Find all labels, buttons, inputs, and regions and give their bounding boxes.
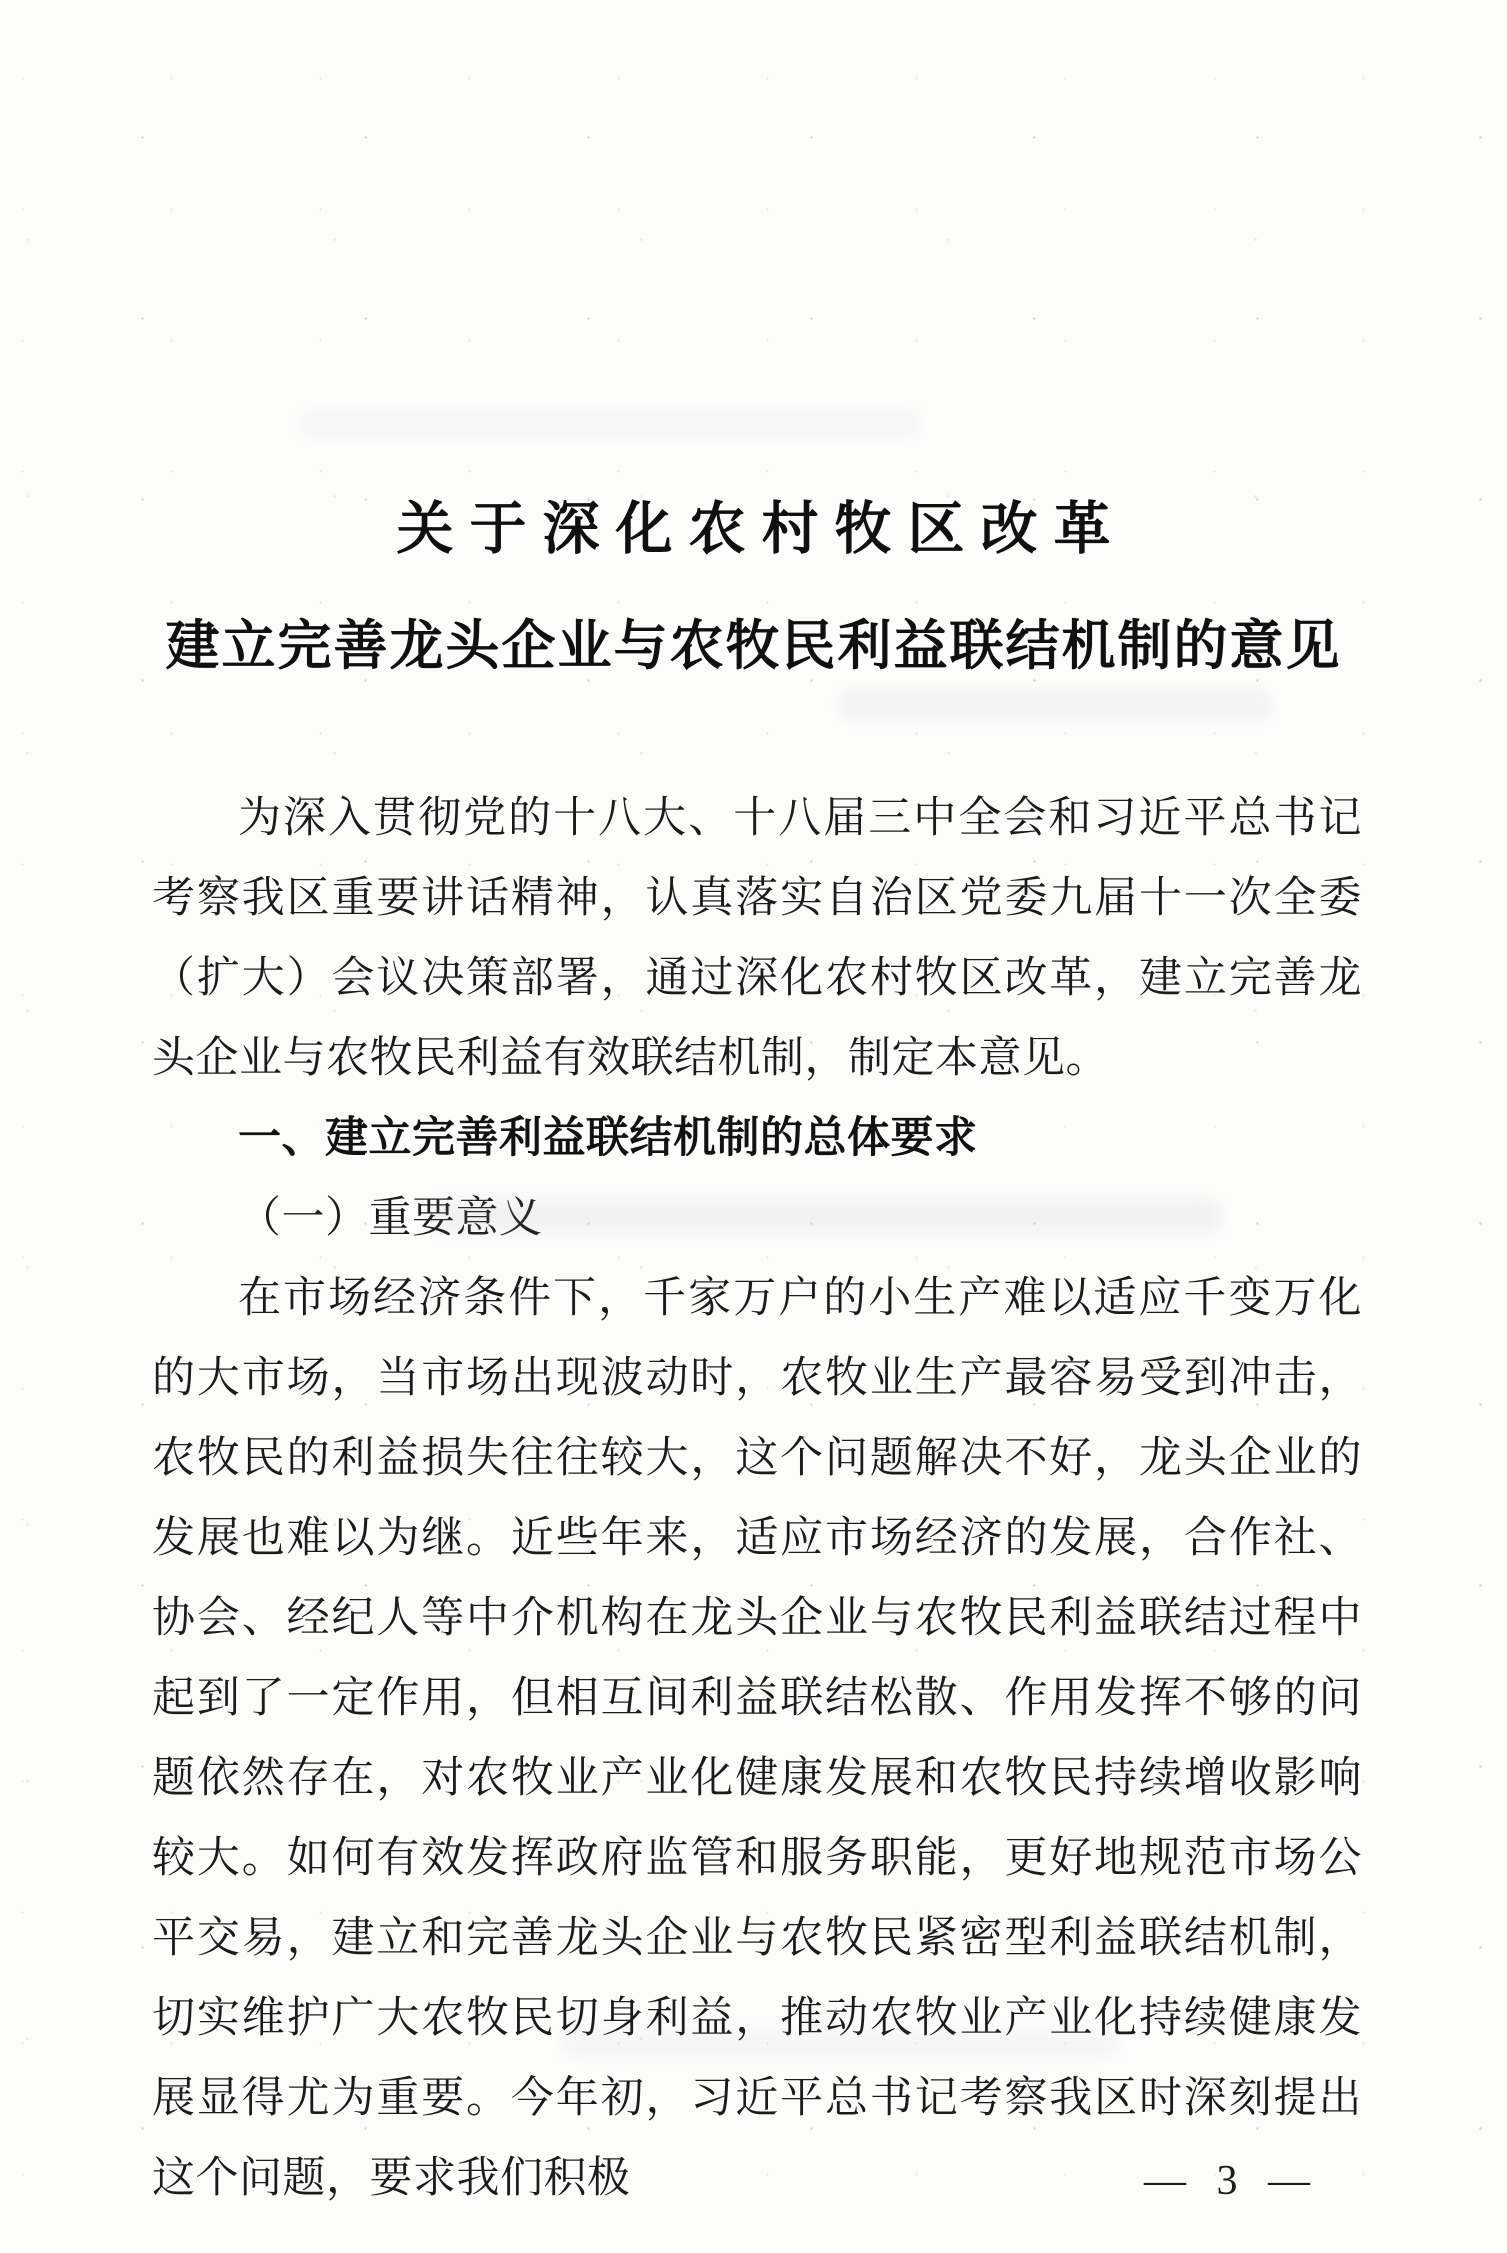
page-number: — 3 — bbox=[1144, 2158, 1320, 2204]
intro-paragraph: 为深入贯彻党的十八大、十八届三中全会和习近平总书记考察我区重要讲话精神，认真落实自治区党委九届十一次全委（扩大）会议决策部署，通过深化农村牧区改革，建立完善龙头企业与农牧民利益有效联结机制，制定本意见。 bbox=[152, 795, 1362, 1082]
document-title-line-1: 关于深化农村牧区改革 bbox=[396, 498, 1127, 561]
subsection-heading: （一）重要意义 bbox=[238, 1195, 543, 1242]
scan-smudge bbox=[840, 690, 1270, 720]
document-title bbox=[0, 0, 1507, 678]
document-body bbox=[152, 779, 1362, 2219]
body-paragraph: 在市场经济条件下，千家万户的小生产难以适应千变万化的大市场，当市场出现波动时，农牧业生产最容易受到冲击，农牧民的利益损失往往较大，这个问题解决不好，龙头企业的发展也难以为继。近些年来，适应市场经济的发展，合作社、协会、经纪人等中介机构在龙头企业与农牧民利益联结过程中起到了一定作用，但相互间利益联结松散、作用发挥不够的问题依然存在，对农牧业产业化健康发展和农牧民持续增收影响较大。如何有效发挥政府监管和服务职能，更好地规范市场公平交易，建立和完善龙头企业与农牧民紧密型利益联结机制，切实维护广大农牧民切身利益，推动农牧业产业化持续健康发展显得尤为重要。今年初，习近平总书记考察我区时深刻提出这个问题，要求我们积极 bbox=[152, 1275, 1362, 2202]
section-heading: 一、建立完善利益联结机制的总体要求 bbox=[238, 1115, 978, 1162]
document-title-line-2: 建立完善龙头企业与农牧民利益联结机制的意见 bbox=[165, 616, 1342, 676]
page-footer bbox=[1144, 2157, 1320, 2205]
